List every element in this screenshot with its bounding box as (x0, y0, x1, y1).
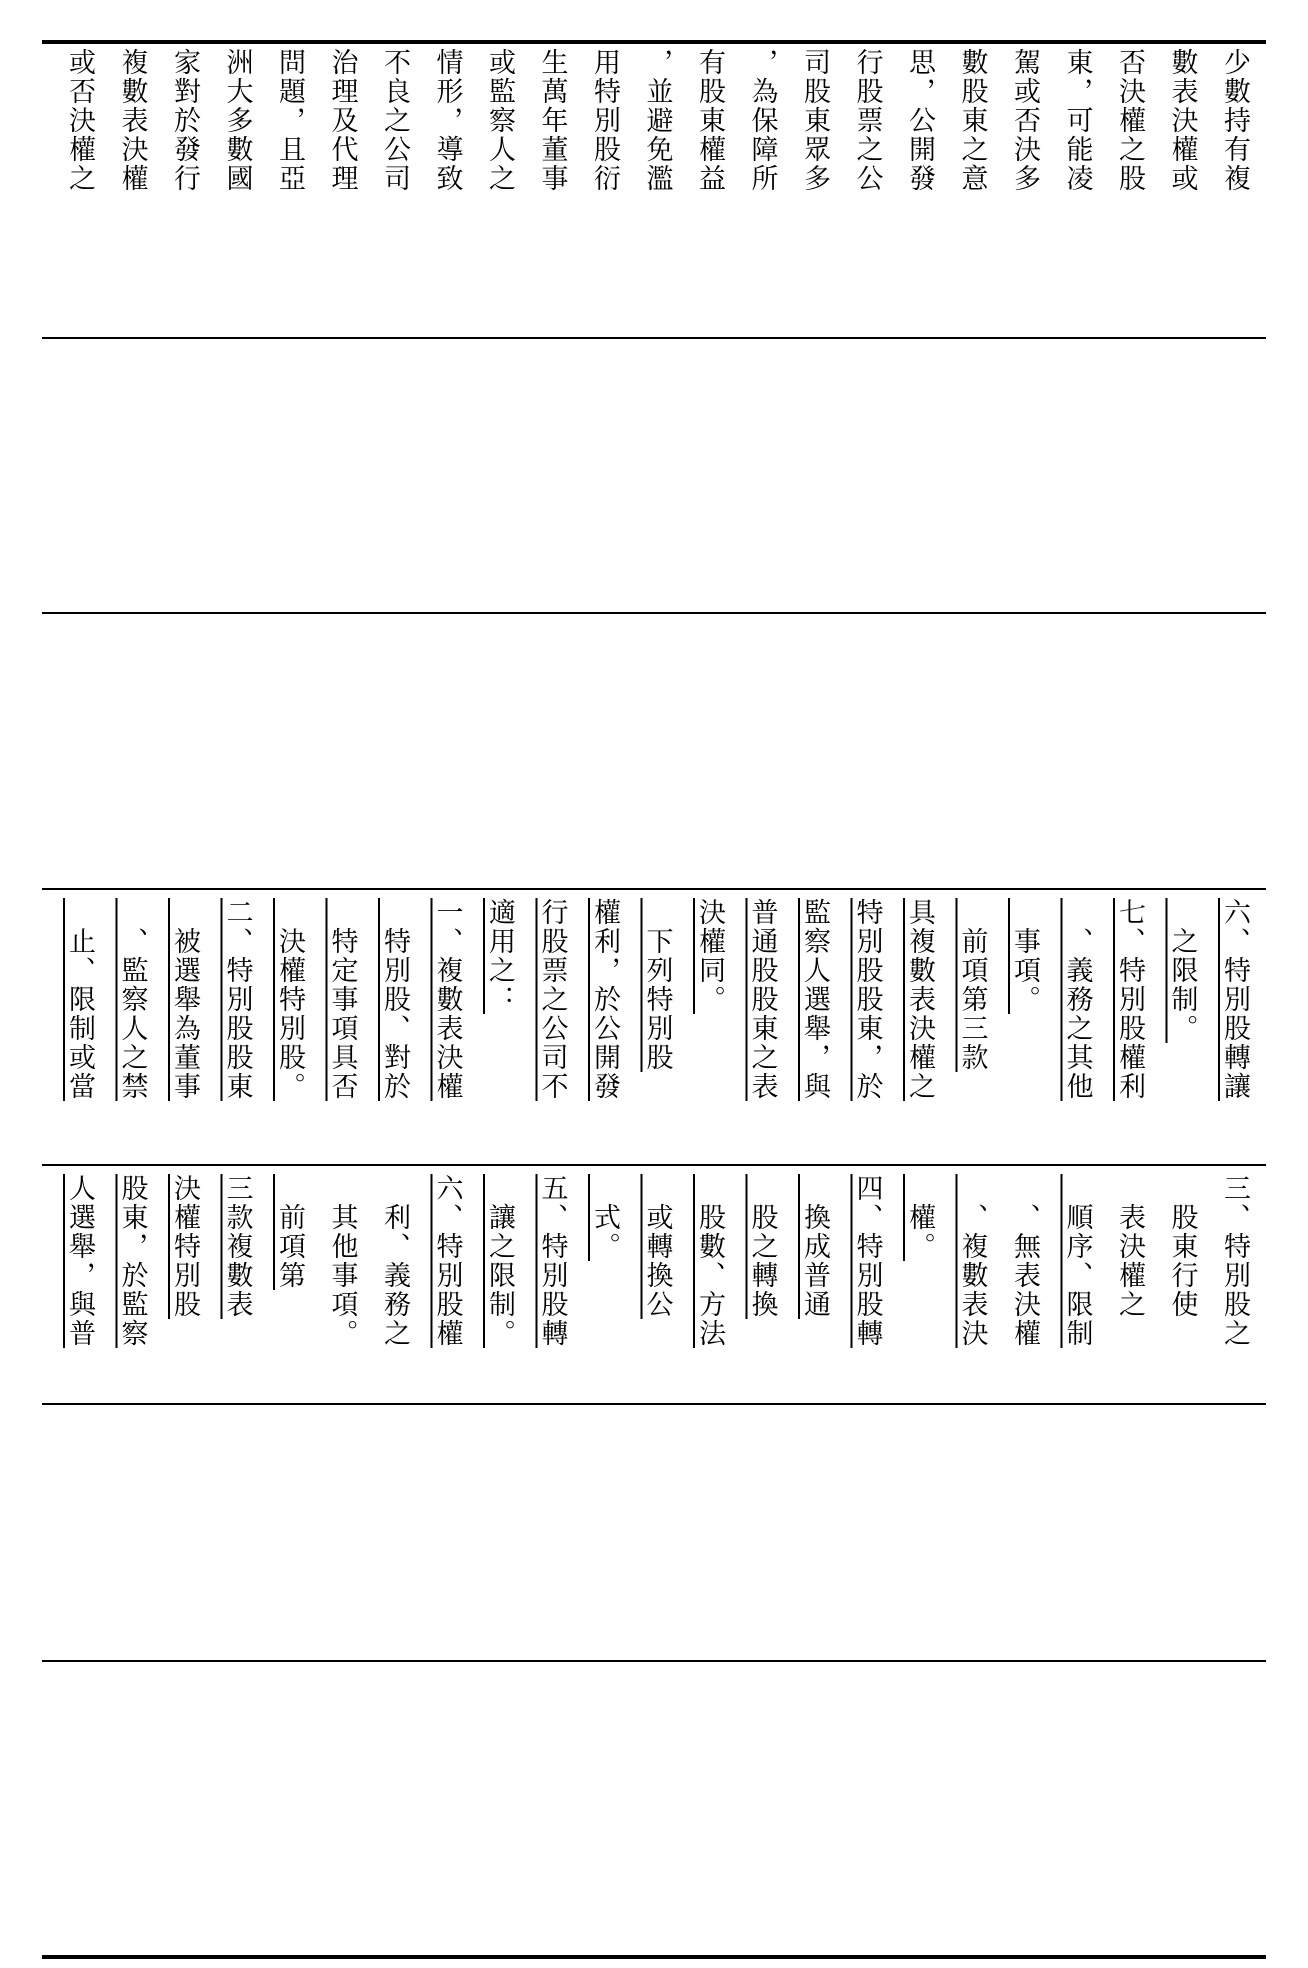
current-text-line: 順序、限制 (1061, 1174, 1093, 1348)
current-text-line: 四、特別股轉 (851, 1174, 883, 1348)
current-text-line: 式。 (589, 1174, 620, 1261)
current-text-line: 權。 (904, 1174, 935, 1261)
row-divider (42, 1403, 1266, 1405)
amended-text-line: 普通股股東之表 (746, 898, 778, 1101)
amended-text-line: 權利，於公開發 (589, 898, 620, 1101)
row-divider (42, 1660, 1266, 1662)
amended-text-line: 被選舉為董事 (169, 898, 200, 1101)
amended-text-line: 決權特別股。 (274, 898, 305, 1101)
reason-column-line: 治理及代理 (326, 48, 358, 193)
amended-text-line: 六、特別股轉讓 (1219, 898, 1250, 1101)
reason-column-line: 用特別股衍 (589, 48, 620, 193)
amended-text-line: 適用之： (484, 898, 515, 1014)
reason-column-line: 不良之公司 (379, 48, 410, 193)
current-text-line: 股東行使 (1166, 1174, 1198, 1319)
reason-column-line: ，為保障所 (746, 48, 778, 193)
reason-column-line: 或否決權之 (64, 48, 95, 193)
amended-text-line: 事項。 (1009, 898, 1040, 1014)
amended-text-line: 決權同。 (694, 898, 725, 1014)
reason-column-line: 數表決權或 (1166, 48, 1198, 193)
reason-column-line: 駕或否決多 (1009, 48, 1040, 193)
current-text-line: 股數、方法 (694, 1174, 725, 1348)
current-text-line: 決權特別股 (169, 1174, 200, 1319)
current-text-line: 讓之限制。 (484, 1174, 515, 1348)
reason-column-line: 數股東之意 (956, 48, 988, 193)
row-divider (42, 337, 1266, 339)
amended-text-line: 止、限制或當 (64, 898, 95, 1101)
current-text-line: 其他事項。 (326, 1174, 358, 1348)
reason-column-line: 有股東權益 (694, 48, 725, 193)
amended-text-line: 具複數表決權之 (904, 898, 935, 1101)
current-text-line: 、複數表決 (956, 1174, 988, 1348)
reason-column-line: 家對於發行 (169, 48, 200, 193)
reason-column-line: 否決權之股 (1114, 48, 1145, 193)
row-divider (42, 1164, 1266, 1166)
amended-text-line: 前項第三款 (956, 898, 988, 1072)
reason-column-line: 生萬年董事 (536, 48, 568, 193)
current-text-band (42, 1174, 1266, 1399)
reason-column-line: 複數表決權 (116, 48, 148, 193)
amended-text-line: 特定事項具否 (326, 898, 358, 1101)
current-text-line: 三款複數表 (221, 1174, 253, 1319)
amended-text-line: 七、特別股權利 (1114, 898, 1145, 1101)
current-text-line: 人選舉，與普 (64, 1174, 95, 1348)
current-text-line: 股之轉換 (746, 1174, 778, 1319)
row-divider (42, 612, 1266, 614)
current-text-line: 六、特別股權 (431, 1174, 463, 1348)
reason-column-line: 情形，導致 (431, 48, 463, 193)
current-text-line: 五、特別股轉 (536, 1174, 568, 1348)
current-text-line: 利、義務之 (379, 1174, 410, 1348)
amended-text-line: 一、複數表決權 (431, 898, 463, 1101)
reason-column-line: 東，可能凌 (1061, 48, 1093, 193)
current-text-line: 表決權之 (1114, 1174, 1145, 1319)
current-text-line: 或轉換公 (641, 1174, 673, 1319)
reason-column-line: 或監察人之 (484, 48, 515, 193)
amended-text-line: 行股票之公司不 (536, 898, 568, 1101)
amended-text-line: 、義務之其他 (1061, 898, 1093, 1101)
current-text-line: 、無表決權 (1009, 1174, 1040, 1348)
current-text-line: 股東，於監察 (116, 1174, 148, 1348)
reason-column-line: 問題，且亞 (274, 48, 305, 193)
amended-text-line: 監察人選舉，與 (799, 898, 830, 1101)
reason-column-line: 洲大多數國 (221, 48, 253, 193)
reason-column-line: 少數持有複 (1219, 48, 1250, 193)
amended-text-line: 之限制。 (1166, 898, 1198, 1043)
reason-column-band (42, 48, 1266, 328)
current-text-line: 前項第 (274, 1174, 305, 1290)
reason-column-line: 思，公開發 (904, 48, 935, 193)
current-text-line: 三、特別股之 (1219, 1174, 1250, 1348)
reason-column-line: ，並避免濫 (641, 48, 673, 193)
amended-text-line: 特別股、對於 (379, 898, 410, 1101)
reason-column-line: 司股東眾多 (799, 48, 830, 193)
amended-text-line: 特別股股東，於 (851, 898, 883, 1101)
amended-text-line: 下列特別股 (641, 898, 673, 1072)
amended-text-line: 二、特別股股東 (221, 898, 253, 1101)
table-top-rule (42, 40, 1266, 44)
row-divider (42, 888, 1266, 890)
amended-text-band (42, 898, 1266, 1158)
reason-column-line: 行股票之公 (851, 48, 883, 193)
current-text-line: 換成普通 (799, 1174, 830, 1319)
amended-text-line: 、監察人之禁 (116, 898, 148, 1101)
table-bottom-rule (42, 1955, 1266, 1959)
